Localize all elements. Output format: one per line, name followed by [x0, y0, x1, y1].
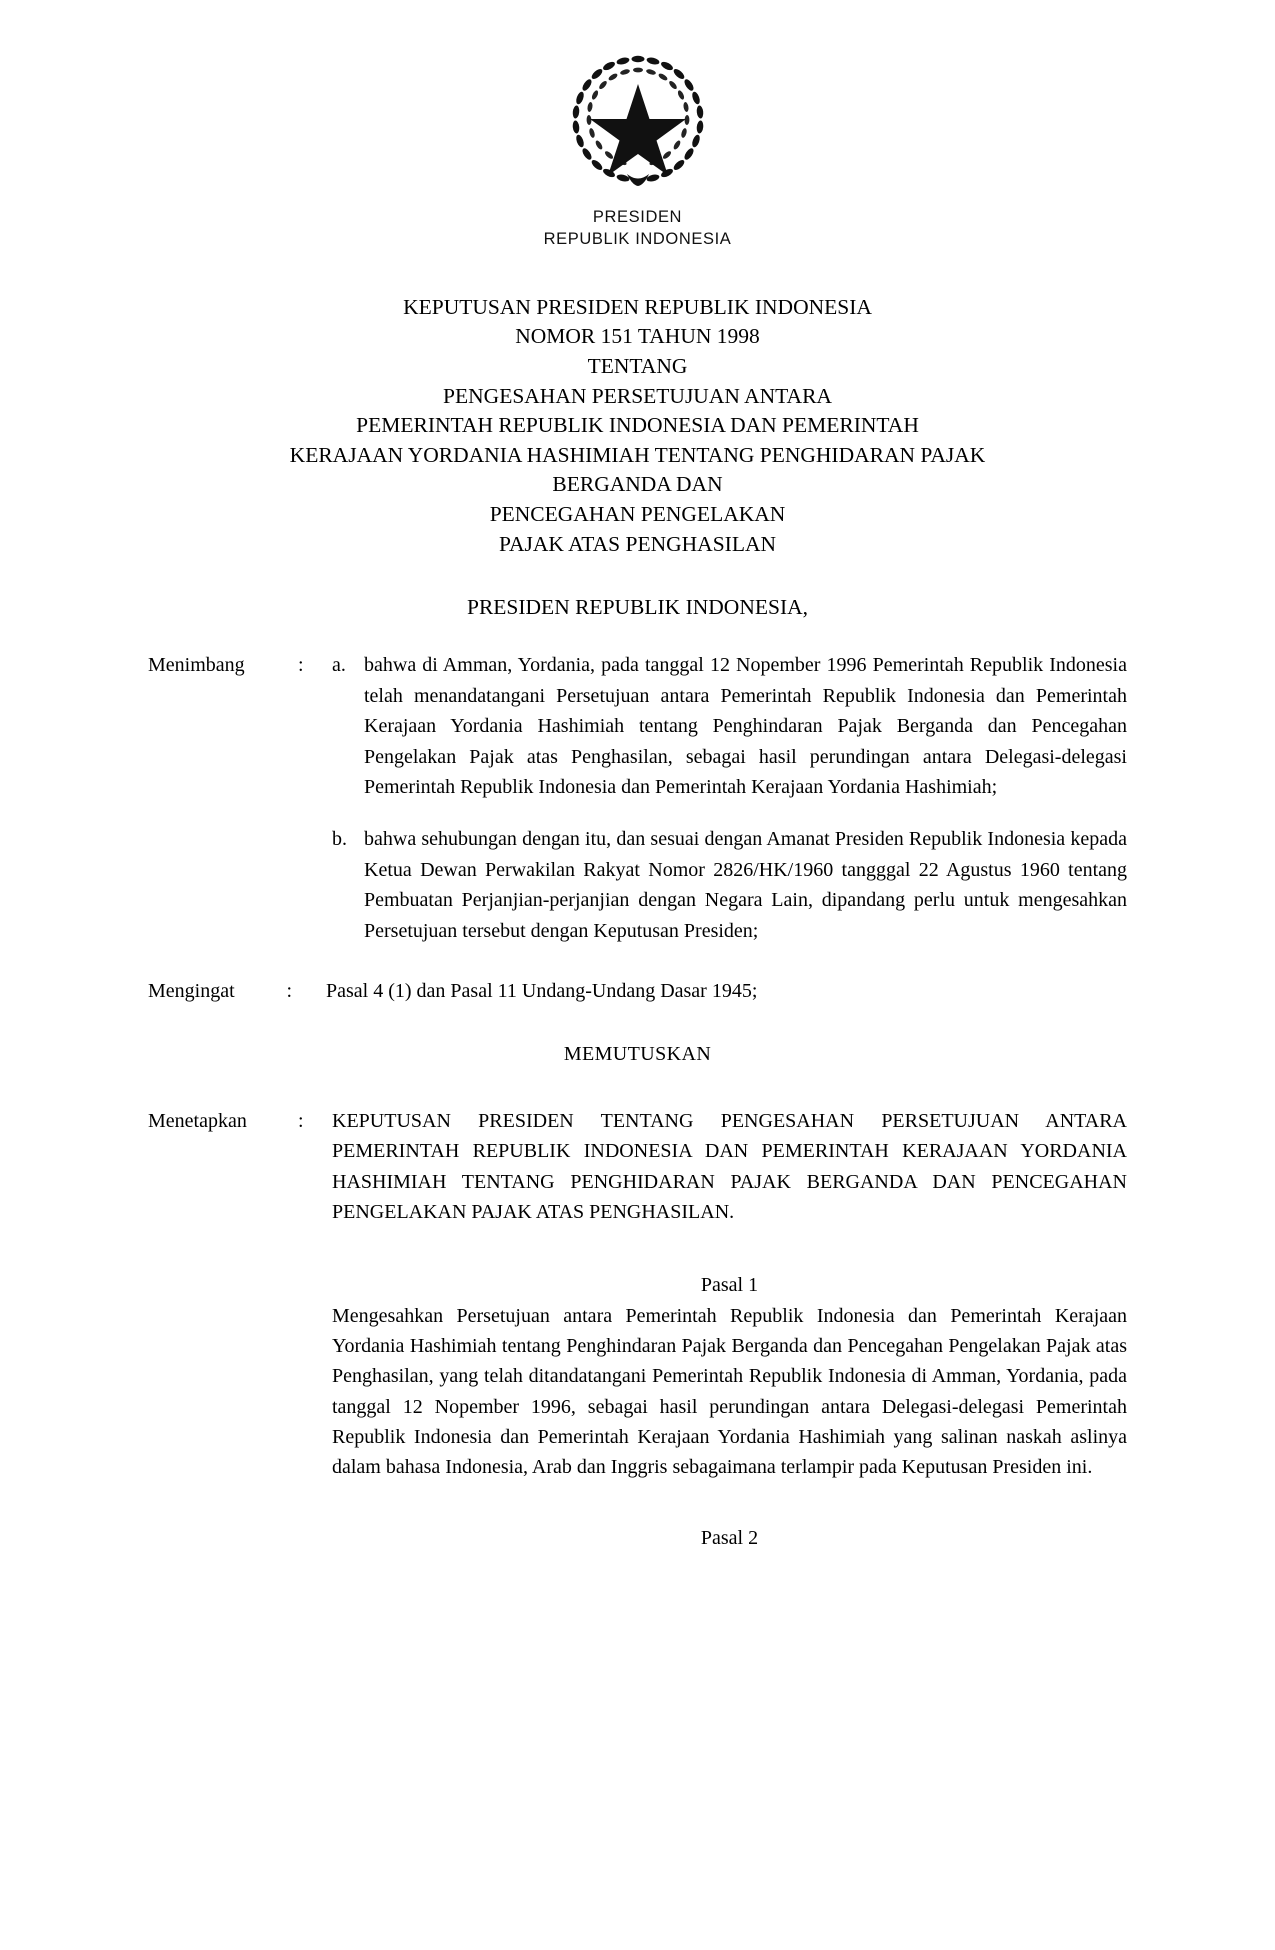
memutuskan-heading: MEMUTUSKAN: [563, 1042, 712, 1065]
mengingat-section: [148, 980, 1127, 1003]
title-line-4: PENGESAHAN PERSETUJUAN ANTARA: [443, 383, 832, 408]
title-line-7: BERGANDA DAN: [552, 472, 723, 497]
header-line-republik: REPUBLIK INDONESIA: [543, 230, 732, 249]
document-title: [148, 293, 1127, 560]
article-2-heading: Pasal 2: [700, 1526, 759, 1549]
document-header: [148, 206, 1127, 251]
garuda-star-wreath-emblem: [563, 50, 713, 200]
menimbang-item-a-letter: a.: [332, 654, 346, 677]
menimbang-label: Menimbang: [148, 654, 245, 677]
article-1: [148, 1274, 1127, 1483]
title-line-8: PENCEGAHAN PENGELAKAN: [489, 502, 786, 527]
mengingat-colon: :: [286, 979, 292, 1002]
title-line-5: PEMERINTAH REPUBLIK INDONESIA DAN PEMERINTAH: [356, 413, 919, 438]
menimbang-item-b-text: bahwa sehubungan dengan itu, dan sesuai dengan Amanat Presiden Republik Indonesia kepada Ketua Dewan Perwakilan Rakyat Nomor 2826/HK/1960 tangggal 22 Agustus 1960 tentang Pembuatan Perjanjian-perjanjian dengan Negara Lain, dipandang perlu untuk mengesahkan Persetujuan tersebut dengan Keputusan Presiden;: [364, 828, 1127, 942]
menimbang-item-b: [332, 824, 1127, 946]
document-subtitle: PRESIDEN REPUBLIK INDONESIA,: [466, 595, 809, 620]
menetapkan-text: KEPUTUSAN PRESIDEN TENTANG PENGESAHAN PERSETUJUAN ANTARA PEMERINTAH REPUBLIK INDONESIA DAN PEMERINTAH KERAJAAN YORDANIA HASHIMIAH TENTANG PENGHIDARAN PAJAK BERGANDA DAN PENCEGAHAN PENGELAKAN PAJAK ATAS PENGHASILAN.: [332, 1109, 1127, 1224]
emblem-container: [148, 50, 1127, 200]
menetapkan-section: [148, 1106, 1127, 1228]
title-line-9: PAJAK ATAS PENGHASILAN: [498, 531, 777, 556]
mengingat-label-group: [148, 980, 298, 1003]
menimbang-colon: :: [298, 654, 304, 677]
menimbang-item-a: [332, 650, 1127, 802]
title-line-3: TENTANG: [587, 353, 688, 378]
article-1-heading: Pasal 1: [700, 1273, 759, 1296]
article-1-body: Mengesahkan Persetujuan antara Pemerintah Republik Indonesia dan Pemerintah Kerajaan Yordania Hashimiah tentang Penghindaran Pajak Berganda dan Pencegahan Pengelakan Pajak atas Penghasilan, yang telah ditandatangani Pemerintah Republik Indonesia di Amman, Yordania, pada tanggal 12 Nopember 1996, sebagai hasil perundingan antara Delegasi-delegasi Pemerintah Republik Indonesia dan Pemerintah Kerajaan Yordania Hashimiah yang salinan naskah aslinya dalam bahasa Indonesia, Arab dan Inggris sebagaimana terlampir pada Keputusan Presiden ini.: [332, 1304, 1127, 1479]
menetapkan-colon: :: [298, 1109, 304, 1132]
menimbang-items: [332, 650, 1127, 946]
title-line-1: KEPUTUSAN PRESIDEN REPUBLIK INDONESIA: [403, 294, 872, 319]
menimbang-item-a-text: bahwa di Amman, Yordania, pada tanggal 12 Nopember 1996 Pemerintah Republik Indonesia telah menandatangani Persetujuan antara Pemerintah Republik Indonesia dan Pemerintah Kerajaan Yordania Hashimiah tentang Penghindaran Pajak Berganda dan Pencegahan Pengelakan Pajak atas Penghasilan, sebagai hasil perundingan antara Delegasi-delegasi Pemerintah Republik Indonesia dan Pemerintah Kerajaan Yordania Hashimiah;: [364, 654, 1127, 798]
title-line-6: KERAJAAN YORDANIA HASHIMIAH TENTANG PENGHIDARAN PAJAK: [289, 442, 986, 467]
menimbang-section: [148, 650, 1127, 946]
header-line-presiden: PRESIDEN: [592, 208, 683, 226]
menimbang-item-b-letter: b.: [332, 828, 347, 851]
title-line-2: NOMOR 151 TAHUN 1998: [515, 324, 760, 349]
mengingat-text: Pasal 4 (1) dan Pasal 11 Undang-Undang Dasar 1945;: [326, 979, 758, 1002]
menetapkan-label: Menetapkan: [148, 1109, 247, 1132]
mengingat-label: Mengingat: [148, 979, 235, 1002]
